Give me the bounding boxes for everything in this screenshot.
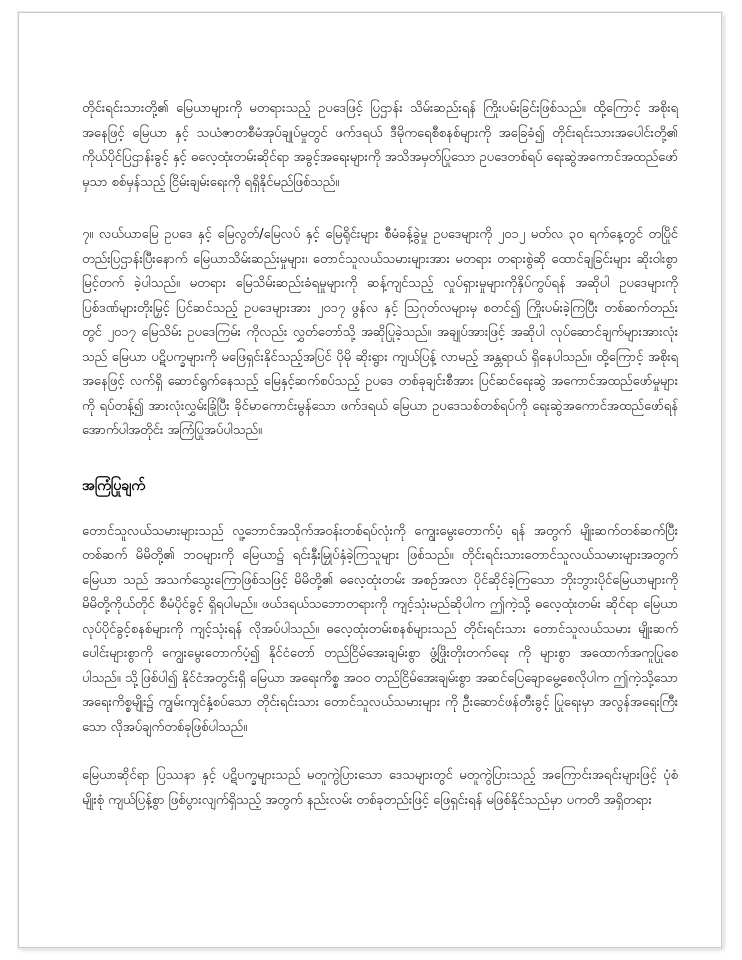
paragraph-4: မြေယာဆိုင်ရာ ပြဿနာ နှင့် ပဋိပက္ခများသည် မတူကွဲပြားသော ဒေသများတွင် မတူကွဲပြားသည့် အကြောင်းအရင်းများဖြင့် ပုံစံ မျိုးစုံ ကျယ်ပြန့်စွာ ဖြစ်ပွားလျက်ရှိသည့် အတွက် နည်းလမ်း တစ်ခုတည်းဖြင့် ဖြေရှင်းရန် မဖြစ်နိုင်သည်မှာ ပကတိ အရှိတရား bbox=[82, 768, 678, 808]
document-body bbox=[82, 97, 678, 813]
section-heading: အကြံပြုချက် bbox=[82, 477, 146, 494]
paragraph-2: ၇။ လယ်ယာမြေ ဥပဒေ နှင့် မြေလွတ်/မြေလပ် နှင့် မြေရိုင်းများ စီမံခန့်ခွဲမှု ဥပဒေများကို ၂၀၁၂ မတ်လ ၃၀ ရက်နေ့တွင် တပြိုင်တည်းပြဌာန်းပြီးနောက် မြေယာသိမ်းဆည်းမှုများ၊ တောင်သူလယ်သမားများအား မတရား တရားစွဲဆို ထောင်ချခြင်းများ ဆိုးဝါးစွာ မြင့်တက် ခဲ့ပါသည်။ မတရား မြေသိမ်းဆည်းခံရမှုများကို ဆန့်ကျင်သည့် လှုပ်ရှားမှုများကိုနှိပ်ကွပ်ရန် အဆိုပါ ဥပဒေများကို ပြစ်ဒဏ်များတိုးမြှင့် ပြင်ဆင်သည့် ဥပဒေများအား ၂၀၁၇ ဖွန်လ နှင့် သြဂုတ်လများမှ စတင်၍ ကြိုးပမ်းခဲ့ကြပြီး တစ်ဆက်တည်းတွင် ၂၀၁၇ မြေသိမ်း ဥပဒေကြမ်း ကိုလည်း လွှတ်တော်သို့ အဆိုပြုခဲ့သည်။ အချုပ်အားဖြင့် အဆိုပါ လုပ်ဆောင်ချက်များအားလုံးသည် မြေယာ ပဋိပက္ခများကို မဖြေရှင်းနိုင်သည့်အပြင် ပိုမို ဆိုးရွား ကျယ်ပြန့် လာမည့် အန္တရာယ် ရှိနေပါသည်။ ထို့ကြောင့် အစိုးရအနေဖြင့် လက်ရှိ ဆောင်ရွက်နေသည့် မြေနှင့်ဆက်စပ်သည့် ဥပဒေ တစ်ခုချင်းစီအား ပြင်ဆင်ရေးဆွဲ အကောင်အထည်ဖော်မှုများကို ရပ်တန့်၍ အားလုံးလွှမ်းခြုံပြီး ခိုင်မာကောင်းမွန်သော ဖက်ဒရယ် မြေယာ ဥပဒေသစ်တစ်ရပ်ကို ရေးဆွဲအကောင်အထည်ဖော်ရန် အောက်ပါအတိုင်း အကြံပြုအပ်ပါသည်။ bbox=[82, 227, 678, 438]
document-page bbox=[18, 12, 722, 948]
paragraph-3: တောင်သူလယ်သမားများသည် လူ့ဘောင်အသိုက်အဝန်းတစ်ရပ်လုံးကို ကျွေးမွေးတောက်ပံ့ ရန် အတွက် မျိုးဆက်တစ်ဆက်ပြီး တစ်ဆက် မိမိတို့၏ ဘဝများကို မြေယာ၌ ရင်းနှီးမြှုပ်နှံခဲ့ကြသူများ ဖြစ်သည်။ တိုင်းရင်းသားတောင်သူလယ်သမားများအတွက် မြေယာ သည် အသက်သွေးကြောဖြစ်သဖြင့် မိမိတို့၏ ဓလေ့ထုံးတမ်း အစဉ်အလာ ပိုင်ဆိုင်ခဲ့ကြသော ဘိုးဘွားပိုင်မြေယာများကို မိမိတို့ကိုယ်တိုင် စီမံပိုင်ခွင့် ရှိရပါမည်။ ဖယ်ဒရယ်သဘောတရားကို ကျင့်သုံးမည်ဆိုပါက ဤကဲ့သို့ ဓလေ့ထုံးတမ်း ဆိုင်ရာ မြေယာလုပ်ပိုင်ခွင့်စနစ်များကို ကျင့်သုံးရန် လိုအပ်ပါသည်။ ဓလေ့ထုံးတမ်းစနစ်များသည် တိုင်းရင်းသား တောင်သူလယ်သမား မျိုးဆက်ပေါင်းများစွာကို ကျွေးမွေးတောက်ပံ့၍ နိုင်ငံတော် တည်ငြိမ်အေးချမ်းစွာ ဖွံ့ဖြိုးတိုးတက်ရေး ကို များစွာ အထောက်အကူပြုစေပါသည်။ သို့ဖြစ်ပါ၍ နိုင်ငံအတွင်းရှိ မြေယာ အရေးကိစ္စ အဝဝ တည်ငြိမ်အေးချမ်းစွာ အဆင်ပြေချောမွေ့စေလိုပါက ဤကဲ့သို့သော အရေးကိစ္စမျိုး၌ ကျွမ်းကျင်နှံ့စပ်သော တိုင်းရင်းသား တောင်သူလယ်သမားများ ကို ဦးဆောင်ဖန်တီးခွင့် ပြုရေးမှာ အလွန်အရေးကြီးသော လိုအပ်ချက်တစ်ခုဖြစ်ပါသည်။ bbox=[82, 523, 678, 735]
paragraph-1: တိုင်းရင်းသားတို့၏ မြေယာများကို မတရားသည့် ဥပဒေဖြင့် ပြဌာန်း သိမ်းဆည်းရန် ကြိုးပမ်းခြင်းဖြစ်သည်။ ထို့ကြောင့် အစိုးရအနေဖြင့် မြေယာ နှင့် သယံဇာတစီမံအုပ်ချုပ်မှုတွင် ဖက်ဒရယ် ဒီမိုကရေစီစနစ်များကို အခြေခံ၍ တိုင်းရင်းသားအပေါင်းတို့၏ ကိုယ်ပိုင်ပြဌာန်းခွင့် နှင့် ဓလေ့ထုံးတမ်းဆိုင်ရာ အခွင့်အရေးများကို အသိအမှတ်ပြုသော ဥပဒေတစ်ရပ် ရေးဆွဲအကောင်အထည်ဖော်မှသာ စစ်မှန်သည့် ငြိမ်းချမ်းရေးကို ရရှိနိုင်မည်ဖြစ်သည်။ bbox=[82, 101, 678, 190]
